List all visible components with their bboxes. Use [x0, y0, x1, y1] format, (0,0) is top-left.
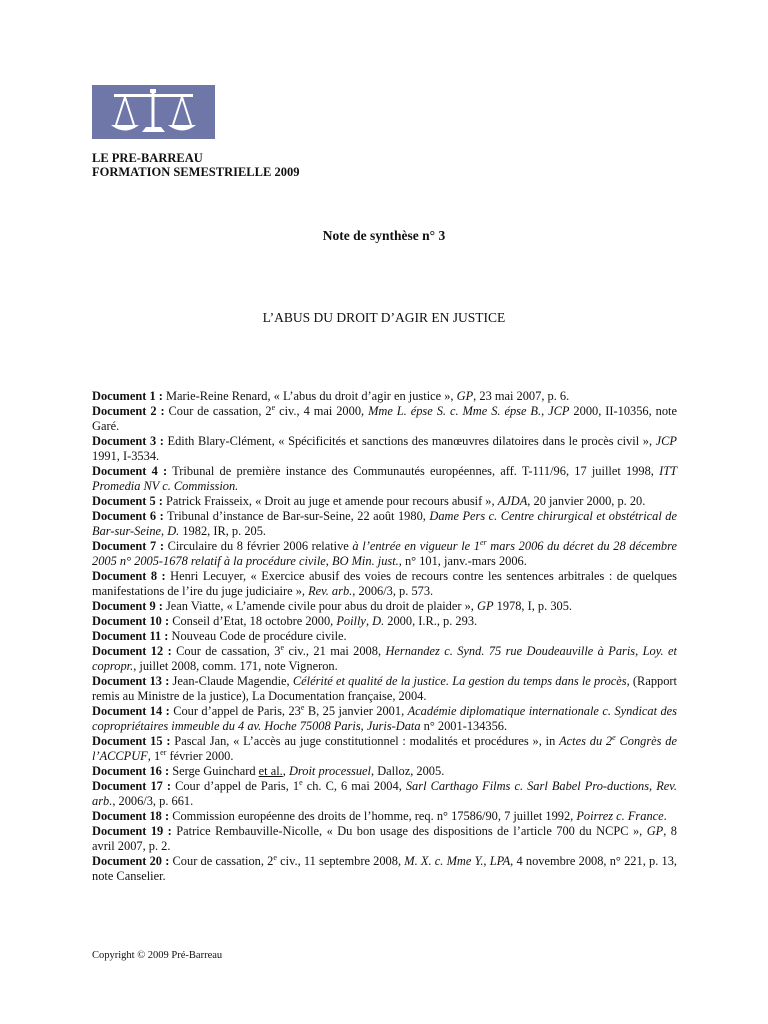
document-text: Henri Lecuyer, « Exercice abusif des voies de recours contre les sentences arbitrales : de quelques manifestations de l’ire du juge judiciaire »,: [92, 569, 677, 598]
document-entry: [92, 509, 677, 539]
document-text: , Dalloz, 2005.: [371, 764, 445, 778]
document-text: D.: [167, 524, 180, 538]
document-entry: [92, 599, 677, 614]
document-entry: [92, 464, 677, 494]
document-text: Tribunal d’instance de Bar-sur-Seine, 22 août 1980,: [163, 509, 430, 523]
document-text: Cour de cassation, 3: [171, 644, 281, 658]
document-text: Pascal Jan, « L’accès au juge constitutionnel : modalités et procédures », in: [170, 734, 560, 748]
document-text: , 1: [147, 749, 161, 763]
document-entry: [92, 389, 677, 404]
document-label: Document 8 :: [92, 569, 166, 583]
document-text: Marie-Reine Renard, « L’abus du droit d’agir en justice »,: [162, 389, 457, 403]
document-text: et al.: [258, 764, 283, 778]
document-text: GP: [456, 389, 474, 403]
document-text: 1982, IR, p. 205.: [179, 524, 266, 538]
document-text: à l’entrée en vigueur le 1: [352, 539, 480, 553]
document-text: GP: [646, 824, 664, 838]
document-text: civ., 4 mai 2000,: [275, 404, 369, 418]
document-label: Document 17 :: [92, 779, 172, 793]
document-text: BO Min. just.: [332, 554, 399, 568]
document-text: ,: [483, 854, 490, 868]
document-text: ,: [541, 404, 549, 418]
document-entry: [92, 434, 677, 464]
document-text: mars 2006 du décret du 28 décembre 2005 n° 2005-1678 relatif à la procédure civile: [92, 539, 677, 568]
document-text: GP: [477, 599, 494, 613]
copyright: Copyright © 2009 Pré-Barreau: [92, 950, 223, 961]
document-text: Nouveau Code de procédure civile.: [168, 629, 347, 643]
document-text: Académie diplomatique internationale c. Syndicat des copropriétaires immeuble du 4 av. Hoche 75008 Paris: [92, 704, 677, 733]
document-label: Document 20 :: [92, 854, 170, 868]
document-text: ,: [649, 779, 657, 793]
documents-list: [92, 389, 677, 884]
document-text: D.: [372, 614, 385, 628]
document-text: B, 25 janvier 2001,: [304, 704, 408, 718]
document-text: e: [612, 732, 616, 742]
document-text: Loy. et copropr.: [92, 644, 677, 673]
org-name: LE PRE-BARREAU: [92, 151, 203, 165]
document-label: Document 14 :: [92, 704, 170, 718]
logo: [92, 85, 215, 139]
document-text: e: [273, 852, 277, 862]
document-label: Document 2 :: [92, 404, 165, 418]
document-entry: [92, 704, 677, 734]
document-label: Document 16 :: [92, 764, 170, 778]
document-text: février 2000.: [166, 749, 234, 763]
document-text: e: [300, 702, 305, 712]
document-entry: [92, 569, 677, 599]
document-text: ,: [360, 719, 367, 733]
document-text: Cour d’appel de Paris, 1: [171, 779, 300, 793]
document-text: Rev. arb.: [92, 779, 677, 808]
document-text: 2000, II-10356, note Garé.: [92, 404, 677, 433]
document-text: 2000, I.R., p. 293.: [384, 614, 478, 628]
document-text: , 20 janvier 2000, p. 20.: [527, 494, 646, 508]
document-text: JCP: [548, 404, 570, 418]
document-text: Dame Pers c. Centre chirurgical et obstétrical de Bar-sur-Seine: [92, 509, 677, 538]
document-entry: [92, 629, 677, 644]
document-text: Edith Blary-Clément, « Spécificités et sanctions des manœuvres dilatoires dans le procès civil »,: [163, 434, 656, 448]
document-text: Congrès de l’ACCPUF: [92, 734, 677, 763]
document-text: ,: [365, 614, 373, 628]
document-text: Circulaire du 8 février 2006 relative: [163, 539, 353, 553]
document-text: Droit processuel: [288, 764, 371, 778]
scales-of-justice-icon: [92, 85, 215, 139]
document-text: ,: [282, 764, 289, 778]
document-label: Document 12 :: [92, 644, 172, 658]
document-text: Patrice Rembauville-Nicolle, « Du bon usage des dispositions de l’article 700 du NCPC »,: [171, 824, 647, 838]
document-label: Document 7 :: [92, 539, 164, 553]
document-text: Commission européenne des droits de l’homme, req. n° 17586/90, 7 juillet 1992,: [169, 809, 577, 823]
document-entry: [92, 809, 677, 824]
document-text: Actes du 2: [559, 734, 613, 748]
document-label: Document 10 :: [92, 614, 170, 628]
document-entry: [92, 404, 677, 434]
document-text: .: [663, 809, 667, 823]
document-text: civ., 11 septembre 2008,: [276, 854, 405, 868]
document-text: Conseil d’Etat, 18 octobre 2000,: [169, 614, 337, 628]
document-text: ITT Promedia NV c. Commission.: [92, 464, 677, 493]
document-text: , n° 101, janv.-mars 2006.: [398, 554, 527, 568]
document-text: LPA: [489, 854, 511, 868]
document-entry: [92, 539, 677, 569]
document-text: Cour de cassation, 2: [169, 854, 274, 868]
document-entry: [92, 779, 677, 809]
document-text: Patrick Fraisseix, « Droit au juge et amende pour recours abusif »,: [162, 494, 498, 508]
org-subtitle: FORMATION SEMESTRIELLE 2009: [92, 165, 300, 179]
document-text: er: [160, 747, 167, 757]
organization-header: [92, 151, 299, 179]
document-entry: [92, 824, 677, 854]
document-text: , 2006/3, p. 573.: [352, 584, 434, 598]
document-label: Document 6 :: [92, 509, 164, 523]
document-entry: [92, 854, 677, 884]
document-text: ,: [325, 554, 332, 568]
document-text: Hernandez c. Synd. 75 rue Doudeauville à Paris: [385, 644, 636, 658]
document-entry: [92, 764, 677, 779]
document-text: Cour d’appel de Paris, 23: [169, 704, 301, 718]
document-label: Document 18 :: [92, 809, 170, 823]
document-text: Poilly: [336, 614, 366, 628]
document-label: Document 4 :: [92, 464, 168, 478]
document-text: Rev. arb.: [308, 584, 353, 598]
document-text: e: [271, 402, 276, 412]
document-label: Document 13 :: [92, 674, 170, 688]
document-title: L’ABUS DU DROIT D’AGIR EN JUSTICE: [262, 310, 506, 325]
document-entry: [92, 644, 677, 674]
document-label: Document 19 :: [92, 824, 172, 838]
document-text: Jean Viatte, « L’amende civile pour abus du droit de plaider »,: [162, 599, 477, 613]
document-text: er: [479, 537, 487, 547]
document-text: , 4 novembre 2008, n° 221, p. 13, note Canselier.: [92, 854, 677, 883]
document-label: Document 9 :: [92, 599, 163, 613]
document-text: , 8 avril 2007, p. 2.: [92, 824, 677, 853]
document-text: civ., 21 mai 2008,: [284, 644, 386, 658]
document-text: ,: [635, 644, 643, 658]
document-text: , juillet 2008, comm. 171, note Vigneron.: [133, 659, 338, 673]
document-entry: [92, 494, 677, 509]
document-text: JCP: [655, 434, 677, 448]
note-title: Note de synthèse n° 3: [322, 228, 446, 243]
document-text: M. X. c. Mme Y.: [404, 854, 484, 868]
document-text: 1978, I, p. 305.: [493, 599, 573, 613]
document-label: Document 15 :: [92, 734, 171, 748]
document-label: Document 5 :: [92, 494, 163, 508]
document-text: Serge Guinchard: [169, 764, 259, 778]
document-text: e: [299, 777, 303, 787]
document-text: Juris-Data: [366, 719, 421, 733]
document-entry: [92, 674, 677, 704]
document-text: 1991, I-3534.: [92, 449, 160, 463]
document-text: , 2006/3, p. 661.: [112, 794, 194, 808]
document-text: AJDA: [497, 494, 528, 508]
document-text: Célérité et qualité de la justice. La gestion du temps dans le procès: [292, 674, 627, 688]
document-entry: [92, 734, 677, 764]
document-label: Document 3 :: [92, 434, 164, 448]
document-label: Document 11 :: [92, 629, 169, 643]
document-text: Cour de cassation, 2: [164, 404, 272, 418]
document-text: Sarl Carthago Films c. Sarl Babel Pro-ductions: [405, 779, 650, 793]
document-text: ,: [161, 524, 168, 538]
document-text: Tribunal de première instance des Communautés européennes, aff. T-111/96, 17 juillet 1998,: [167, 464, 660, 478]
document-text: Mme L. épse S. c. Mme S. épse B.: [368, 404, 542, 418]
document-label: Document 1 :: [92, 389, 163, 403]
document-text: ch. C, 6 mai 2004,: [302, 779, 406, 793]
document-text: n° 2001-134356.: [420, 719, 508, 733]
document-text: , (Rapport remis au Ministre de la justice), La Documentation française, 2004.: [92, 674, 677, 703]
document-text: Poirrez c. France: [576, 809, 664, 823]
document-text: , 23 mai 2007, p. 6.: [473, 389, 570, 403]
document-entry: [92, 614, 677, 629]
document-text: e: [280, 642, 285, 652]
document-text: Jean-Claude Magendie,: [169, 674, 293, 688]
